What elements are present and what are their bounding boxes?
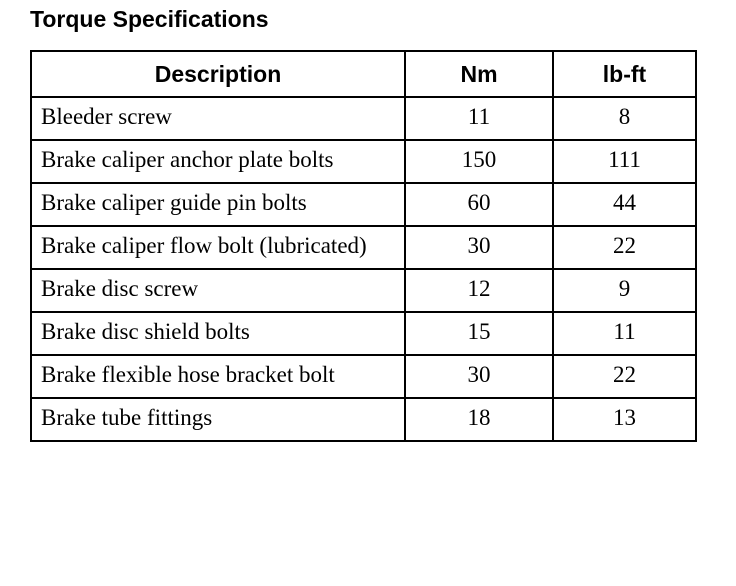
cell-description: Brake disc screw: [31, 269, 405, 312]
column-header-lbft: lb-ft: [553, 51, 696, 97]
page-title: Torque Specifications: [30, 6, 269, 32]
cell-description: Brake caliper anchor plate bolts: [31, 140, 405, 183]
table-header-row: [31, 51, 696, 97]
cell-description: Bleeder screw: [31, 97, 405, 140]
column-header-nm: Nm: [405, 51, 553, 97]
cell-nm: 60: [405, 183, 553, 226]
table-row: [31, 226, 696, 269]
cell-lbft: 44: [553, 183, 696, 226]
cell-nm: 12: [405, 269, 553, 312]
cell-lbft: 11: [553, 312, 696, 355]
table-row: [31, 140, 696, 183]
table-row: [31, 183, 696, 226]
cell-lbft: 22: [553, 355, 696, 398]
cell-nm: 11: [405, 97, 553, 140]
cell-lbft: 8: [553, 97, 696, 140]
torque-spec-table: [30, 50, 697, 442]
cell-nm: 30: [405, 355, 553, 398]
cell-description: Brake disc shield bolts: [31, 312, 405, 355]
table-row: [31, 355, 696, 398]
cell-description: Brake flexible hose bracket bolt: [31, 355, 405, 398]
cell-nm: 30: [405, 226, 553, 269]
column-header-description: Description: [31, 51, 405, 97]
cell-description: Brake caliper flow bolt (lubricated): [31, 226, 405, 269]
cell-lbft: 111: [553, 140, 696, 183]
table-row: [31, 312, 696, 355]
cell-nm: 150: [405, 140, 553, 183]
table-row: [31, 398, 696, 441]
cell-nm: 18: [405, 398, 553, 441]
table-row: [31, 97, 696, 140]
cell-lbft: 22: [553, 226, 696, 269]
cell-nm: 15: [405, 312, 553, 355]
cell-lbft: 9: [553, 269, 696, 312]
table-row: [31, 269, 696, 312]
cell-description: Brake tube fittings: [31, 398, 405, 441]
cell-lbft: 13: [553, 398, 696, 441]
cell-description: Brake caliper guide pin bolts: [31, 183, 405, 226]
